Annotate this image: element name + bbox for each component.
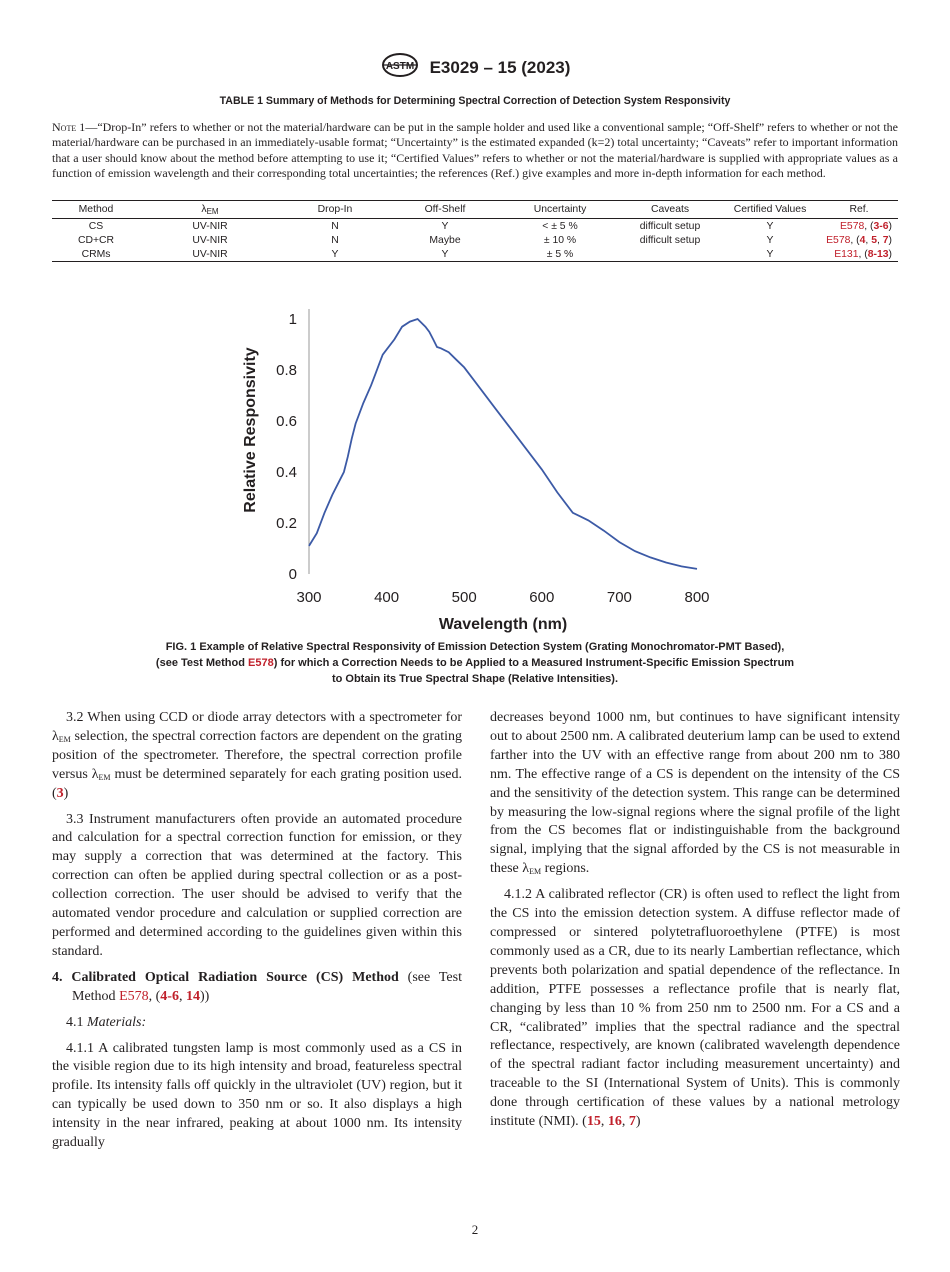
- table-row: CD+CR UV-NIR N Maybe ± 10 % difficult setup Y E578, (4, 5, 7): [52, 233, 898, 247]
- y-axis-label: Relative Responsivity: [242, 347, 259, 513]
- astm-logo: [380, 52, 420, 83]
- series-line: [309, 319, 697, 569]
- x-tick-label: 500: [451, 589, 477, 606]
- col-caveats: Caveats: [620, 201, 720, 219]
- x-tick-label: 800: [684, 589, 710, 606]
- figure-caption: FIG. 1 Example of Relative Spectral Responsivity of Emission Detection System (Grating Monochromator-PMT Based), (see Test Method E578) for which a Correction Needs to be Applied to a Measured Instrument-Specific Emission Spectrum to Obtain its True Spectral Shape (Relative Intensities).: [155, 641, 795, 685]
- ref-link-e578[interactable]: E578: [119, 988, 149, 1004]
- ref-cell: E578, (3-6): [839, 220, 892, 232]
- note-text: —“Drop-In” refers to whether or not the material/hardware can be put in the sample holder and used like a conventional sample; “Off-Shelf” refers to whether or not the material/hardware can be purchased in an immediately-usable format; “Uncertainty” is the estimated expanded (k=2) total uncertainty; “Caveats” refer to important information that a user should know about the method before attempting to use it; “Certified Values” refers to whether or not the material/hardware is supplied with appropriate values as a function of emission wavelength and their corresponding total uncertainties; the references (Ref.) give examples and more in-depth information for each method.: [52, 120, 899, 181]
- ref-link[interactable]: 3-6: [873, 220, 889, 232]
- ref-link[interactable]: 15: [586, 1114, 601, 1130]
- table-header-row: [52, 201, 898, 219]
- chart-svg: [225, 295, 725, 635]
- x-tick-label: 600: [529, 589, 555, 606]
- y-tick-label: 1: [288, 311, 297, 328]
- col-lambda: $\lambda_{EM}$: [140, 201, 280, 219]
- ref-link-e131[interactable]: E131: [834, 248, 859, 260]
- ref-link[interactable]: 5: [871, 234, 877, 246]
- ref-link-e578[interactable]: E578: [826, 234, 851, 246]
- para-4-1-1: 4.1.1 A calibrated tungsten lamp is most commonly used as a CS in the visible region due to its high intensity and broad, featureless spectral profile. Its intensity falls off quickly in the ultraviolet (UV) region, but it can typically be used down to 350 nm or so. It also displays a high intensity in the near infrared, peaking at about 1000 nm. Its intensity gradually: [52, 1040, 462, 1151]
- astm-logo-text: ASTM: [385, 61, 414, 72]
- page-number: 2: [471, 1222, 479, 1237]
- ref-link-e578[interactable]: E578: [839, 220, 865, 232]
- ref-cell: E131, (8-13): [820, 247, 898, 262]
- summary-table: [52, 200, 898, 262]
- ref-link[interactable]: 7: [628, 1114, 636, 1130]
- ref-cell: E578, (4, 5, 7): [826, 234, 892, 246]
- col-dropin: Drop-In: [280, 201, 390, 219]
- table-row: CS UV-NIR N Y < ± 5 % difficult setup Y E578, (3-6): [52, 219, 898, 234]
- ref-link[interactable]: 7: [882, 234, 889, 246]
- col-certified: Certified Values: [720, 201, 820, 219]
- table-note: [52, 120, 898, 182]
- x-axis-label: Wavelength (nm): [438, 616, 568, 633]
- table-title: TABLE 1 Summary of Methods for Determining Spectral Correction of Detection System Responsivity: [219, 95, 731, 107]
- y-tick-label: 0.6: [276, 413, 297, 430]
- ref-link[interactable]: 8-13: [867, 248, 889, 260]
- ref-link[interactable]: 14: [185, 988, 200, 1004]
- para-4-1: 4.1 Materials:: [66, 1014, 147, 1030]
- y-tick-label: 0: [288, 566, 297, 583]
- body-right-column: [490, 709, 900, 1139]
- x-tick-label: 300: [296, 589, 322, 606]
- x-tick-label: 700: [606, 589, 632, 606]
- y-tick-label: 0.4: [276, 464, 297, 481]
- x-tick-label: 400: [374, 589, 400, 606]
- ref-link[interactable]: 4-6: [160, 988, 179, 1004]
- para-3-2: 3.2 When using CCD or diode array detectors with a spectrometer for $\lambda_{EM}$ selection, the spectral correction factors are dependent on the grating position of the spectrometer. Therefore, the spectral correction profile versus $\lambda_{EM}$ must be determined separately for each grating position used. (3): [52, 710, 462, 801]
- body-left-column: [52, 709, 462, 1160]
- doc-code: E3029 – 15 (2023): [429, 57, 571, 77]
- ref-link[interactable]: 4: [859, 234, 866, 246]
- table-row: CRMs UV-NIR Y Y ± 5 % Y E131, (8-13): [52, 247, 898, 262]
- note-prefix: Note 1: [52, 120, 86, 134]
- col-uncertainty: Uncertainty: [500, 201, 620, 219]
- y-tick-label: 0.8: [276, 362, 297, 379]
- responsivity-chart: [225, 295, 725, 640]
- ref-link[interactable]: 16: [607, 1114, 622, 1130]
- y-tick-label: 0.2: [276, 515, 297, 532]
- col-method: Method: [52, 201, 140, 219]
- section-4-heading: 4. Calibrated Optical Radiation Source (CS) Method (see Test Method E578, (4-6, 14)): [52, 969, 462, 1004]
- para-3-3: 3.3 Instrument manufacturers often provide an automated procedure and calculation for a spectral correction function for emission, or they may supply a correction that was determined at the factory. This correction can often be applied during spectral collection or as a post-collection correction. The user should be advised to verify that the automated vendor procedure and calculation or supplied correction are performed and determined according to the guidelines given within this standard.: [52, 811, 462, 959]
- para-4-1-1-cont: decreases beyond 1000 nm, but continues to have significant intensity out to about 2500 nm. A calibrated deuterium lamp can be used to extend farther into the UV with an effective range from about 200 nm to 380 nm. The effective range of a CS is dependent on the intensity of the CS and the sensitivity of the detection system. This range can be determined by measuring the low-signal regions where the signal profile of the light from the CS becomes flat or indistinguishable from the background signal, implying that the signal afforded by the CS is not measurable in these $\lambda_{EM}$ regions.: [490, 710, 900, 877]
- caption-link-e578[interactable]: E578: [248, 657, 274, 669]
- page-header: [0, 52, 950, 83]
- col-ref: Ref.: [820, 201, 898, 219]
- col-offshelf: Off-Shelf: [390, 201, 500, 219]
- ref-link[interactable]: 3: [56, 785, 64, 801]
- para-4-1-2: 4.1.2 A calibrated reflector (CR) is often used to reflect the light from the CS into the emission detection system. A diffuse reflector made of compressed or sintered polytetrafluoroethylene (PTFE) is most commonly used as a CR, due to its nearly Lambertian reflectance, which prevents both polarization and spatial dependence of the reflectance. In addition, PTFE possesses a reflectance profile that is nearly flat, changing by less than 10 % from 250 nm to 2500 nm. For a CS and a CR, “calibrated” implies that the spectral radiance and the spectral reflectance, respectively, are known (calibrated wavelength dependence of the spectral radiant factor including measurement uncertainty) and traceable to the SI (International System of Units). This is commonly done through certification of these values by a national metrology institute (NMI). (15, 16, 7): [490, 887, 900, 1130]
